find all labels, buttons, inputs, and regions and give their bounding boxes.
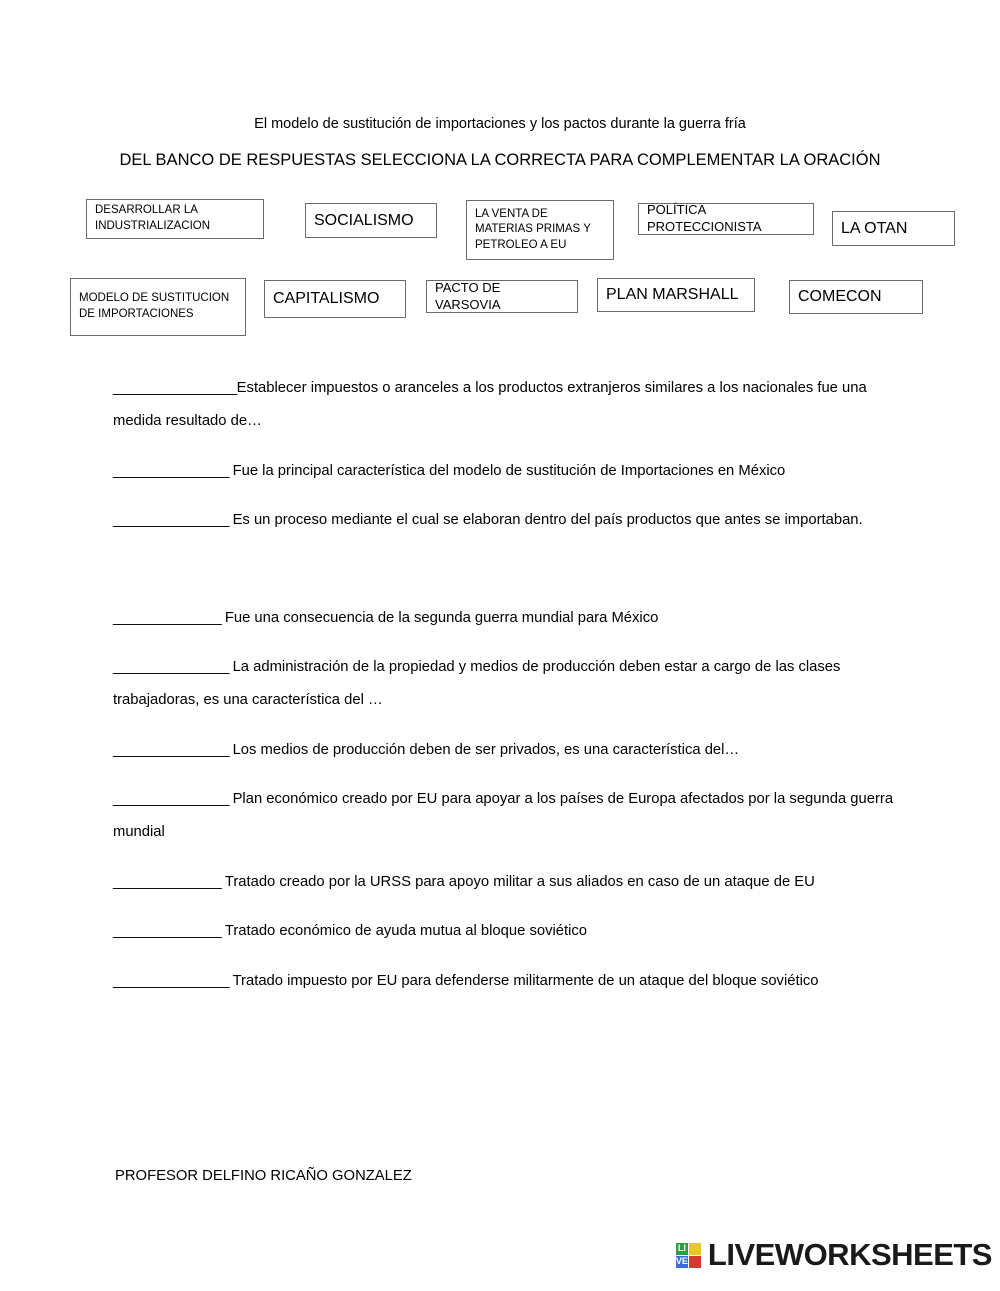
question-text: Fue la principal característica del modelo de sustitución de Importaciones en México [232, 462, 786, 479]
word-bank-item[interactable] [86, 199, 264, 239]
answer-blank[interactable]: ______________ [113, 923, 225, 939]
word-bank-label: LA OTAN [841, 219, 908, 237]
word-bank-label: PLAN MARSHALL [606, 286, 739, 303]
question-item [113, 965, 903, 998]
word-bank [0, 195, 1000, 345]
word-bank-item[interactable] [305, 203, 437, 238]
question-item [113, 602, 903, 635]
instruction-text: DEL BANCO DE RESPUESTAS SELECCIONA LA CORRECTA PARA COMPLEMENTAR LA ORACIÓN [119, 151, 881, 169]
question-item [113, 504, 903, 537]
answer-blank[interactable]: _______________ [113, 741, 233, 758]
mark-cell-yellow [689, 1243, 701, 1255]
question-item [113, 651, 903, 717]
question-text: La administración de la propiedad y medios de producción deben estar a cargo de las clases trabajadoras, es una característica del … [113, 659, 841, 708]
author-line: PROFESOR DELFINO RICAÑO GONZALEZ [115, 1168, 412, 1184]
liveworksheets-mark-icon [676, 1243, 701, 1268]
word-bank-label: MODELO DE SUSTITUCION DE IMPORTACIONES [79, 292, 230, 320]
answer-blank[interactable]: _______________ [113, 791, 233, 807]
word-bank-label: POLÍTICA PROTECCIONISTA [647, 202, 762, 234]
answer-blank[interactable]: ______________ [113, 873, 225, 890]
answer-blank[interactable]: _______________ [113, 659, 233, 675]
word-bank-label: PACTO DE VARSOVIA [435, 279, 501, 312]
spacer [113, 554, 903, 602]
word-bank-label: SOCIALISMO [314, 211, 414, 229]
question-item [113, 734, 903, 767]
liveworksheets-logo [676, 1237, 992, 1273]
question-text: Fue una consecuencia de la segunda guerra mundial para México [224, 609, 659, 626]
mark-cell-red [689, 1256, 701, 1268]
word-bank-item[interactable] [789, 280, 923, 314]
word-bank-label: DESARROLLAR LA INDUSTRIALIZACION [95, 204, 211, 232]
question-item [113, 372, 903, 438]
answer-blank[interactable]: ________________ [113, 380, 237, 396]
answer-blank[interactable]: ______________ [113, 609, 225, 626]
answer-blank[interactable]: _______________ [113, 462, 233, 479]
answer-blank[interactable]: _______________ [113, 512, 233, 528]
question-item [113, 783, 903, 849]
word-bank-label: COMECON [798, 288, 882, 305]
answer-blank[interactable]: _______________ [113, 972, 233, 989]
question-text: Tratado económico de ayuda mutua al bloque soviético [224, 923, 588, 939]
question-list [113, 372, 903, 1014]
mark-cell-ve: VE [675, 1256, 688, 1266]
page-title: El modelo de sustitución de importaciones y los pactos durante la guerra fría [254, 116, 746, 132]
word-bank-item[interactable] [70, 278, 246, 336]
question-text: Tratado creado por la URSS para apoyo militar a sus aliados en caso de un ataque de EU [224, 873, 815, 890]
question-text: Tratado impuesto por EU para defenderse militarmente de un ataque del bloque soviético [232, 972, 819, 989]
question-text: Es un proceso mediante el cual se elaboran dentro del país productos que antes se importaban. [232, 512, 863, 528]
question-item [113, 915, 903, 948]
word-bank-item[interactable] [264, 280, 406, 318]
word-bank-item[interactable] [597, 278, 755, 312]
word-bank-item[interactable] [832, 211, 955, 246]
word-bank-label: CAPITALISMO [273, 290, 380, 307]
question-text: Plan económico creado por EU para apoyar a los países de Europa afectados por la segunda guerra mundial [113, 791, 894, 840]
question-item [113, 866, 903, 899]
question-text: Establecer impuestos o aranceles a los productos extranjeros similares a los nacionales fue una medida resultado de… [113, 380, 867, 429]
mark-cell-li: LI [677, 1243, 686, 1253]
question-text: Los medios de producción deben de ser privados, es una característica del… [232, 741, 740, 758]
word-bank-item[interactable] [426, 280, 578, 313]
word-bank-label: LA VENTA DE MATERIAS PRIMAS Y PETROLEO A EU [475, 207, 591, 251]
word-bank-item[interactable] [638, 203, 814, 235]
question-item [113, 455, 903, 488]
word-bank-item[interactable] [466, 200, 614, 260]
brand-name: LIVEWORKSHEETS [707, 1237, 992, 1272]
